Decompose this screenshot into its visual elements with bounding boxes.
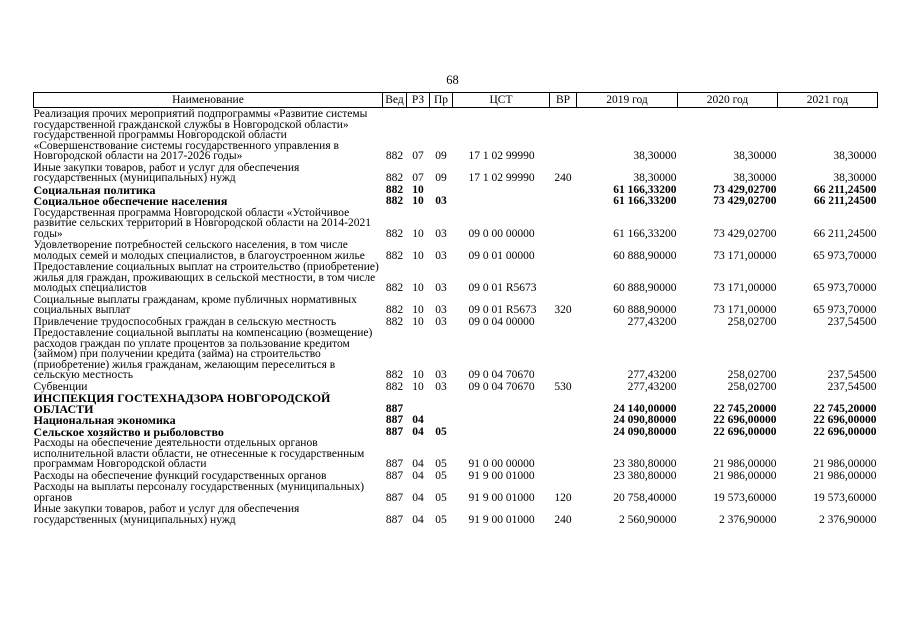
cell-name: Расходы на обеспечение деятельности отдельных органов исполнительной власти области, не отнесенные к государственным программам Новгородской области <box>33 437 365 470</box>
cell-2019: 60 888,90000 <box>613 282 677 294</box>
cell-cst <box>453 392 550 414</box>
table-row <box>34 327 878 381</box>
cell-2021: 21 986,00000 <box>813 458 877 470</box>
cell-cst <box>453 426 550 438</box>
header-2020: 2020 год <box>678 93 778 108</box>
cell-rz: 10 <box>412 380 424 393</box>
cell-name: Удовлетворение потребностей сельского населения, в том числе молодых семей и молодых специалистов, в благоустроенном жилье <box>33 239 365 262</box>
page-number: 68 <box>446 73 459 87</box>
table-row <box>34 207 878 240</box>
table-row <box>34 481 878 503</box>
cell-vr <box>550 392 577 414</box>
cell-rz: 07 <box>412 172 424 184</box>
cell-rz: 10 <box>412 315 424 328</box>
budget-table <box>33 92 878 525</box>
cell-vr: 240 <box>554 172 572 184</box>
cell-ved: 887 <box>385 458 404 470</box>
cell-pr: 03 <box>435 369 447 381</box>
cell-ved: 887 <box>385 513 404 526</box>
cell-name: Социальная политика <box>33 182 156 197</box>
cell-ved: 882 <box>385 183 404 196</box>
cell-name: Субвенции <box>33 380 88 393</box>
header-rz: РЗ <box>407 93 430 108</box>
cell-2020: 258,02700 <box>727 380 777 393</box>
cell-name: Сельское хозяйство и рыболовство <box>33 424 224 439</box>
table-row <box>34 162 878 184</box>
cell-name: Государственная программа Новгородской области «Устойчивое развитие сельских территорий в Новгородской области на 2014-2021 годы» <box>33 206 371 240</box>
cell-pr <box>430 184 453 196</box>
cell-pr: 03 <box>435 227 447 240</box>
cell-2021: 22 696,00000 <box>813 425 877 438</box>
cell-2020: 73 429,02700 <box>713 183 777 196</box>
table-row <box>34 239 878 261</box>
cell-vr: 530 <box>554 380 572 393</box>
cell-rz: 04 <box>412 491 424 504</box>
cell-rz: 10 <box>412 369 424 381</box>
cell-2020: 73 429,02700 <box>713 227 777 240</box>
cell-name: ИНСПЕКЦИЯ ГОСТЕХНАДЗОРА НОВГОРОДСКОЙ ОБЛАСТИ <box>33 391 331 416</box>
cell-rz: 10 <box>412 249 424 262</box>
table-body <box>34 108 878 526</box>
cell-2020: 21 986,00000 <box>713 458 777 470</box>
cell-pr <box>430 414 453 426</box>
cell-ved: 882 <box>385 227 404 240</box>
cell-cst: 09 0 01 00000 <box>468 249 535 262</box>
cell-2021: 237,54500 <box>827 315 877 328</box>
cell-pr <box>430 392 453 414</box>
table-row <box>34 392 878 414</box>
cell-cst: 17 1 02 99990 <box>468 150 535 162</box>
cell-name: Иные закупки товаров, работ и услуг для обеспечения государственных (муниципальных) нужд <box>33 503 300 526</box>
cell-name: Предоставление социальной выплаты на компенсацию (возмещение) расходов граждан по уплате процентов за пользование кредитом (займом) при получении кредита (займа) на строительство (приобретение) жилья гражданам, желающим переселиться в сельскую местность <box>33 327 373 381</box>
cell-ved: 882 <box>385 172 404 184</box>
cell-pr: 03 <box>435 304 447 316</box>
cell-name: Расходы на выплаты персоналу государственных (муниципальных) органов <box>33 481 365 504</box>
cell-ved: 882 <box>385 195 404 207</box>
cell-rz <box>407 392 430 414</box>
cell-pr: 03 <box>435 195 447 207</box>
cell-pr: 09 <box>435 172 447 184</box>
cell-rz: 04 <box>412 414 424 426</box>
cell-vr <box>550 316 577 328</box>
cell-2021: 65 973,70000 <box>813 282 877 294</box>
cell-ved: 882 <box>385 380 404 393</box>
cell-ved: 882 <box>385 150 404 162</box>
table-row <box>34 316 878 328</box>
cell-name: Социальные выплаты гражданам, кроме публичных нормативных социальных выплат <box>33 293 357 316</box>
cell-2021: 21 986,00000 <box>813 469 877 482</box>
header-ved: Вед <box>383 93 407 108</box>
cell-2021: 66 211,24500 <box>813 195 877 207</box>
cell-2021: 237,54500 <box>827 380 877 393</box>
cell-2020: 2 376,90000 <box>719 513 777 526</box>
cell-rz: 04 <box>412 513 424 526</box>
header-name: Наименование <box>34 93 383 108</box>
cell-vr <box>550 327 577 381</box>
cell-2020: 73 171,00000 <box>713 249 777 262</box>
cell-vr: 120 <box>554 491 572 504</box>
cell-name: Социальное обеспечение населения <box>33 194 228 208</box>
cell-pr: 05 <box>435 491 447 504</box>
header-2021: 2021 год <box>778 93 878 108</box>
table-row <box>34 195 878 207</box>
cell-rz: 10 <box>412 227 424 240</box>
table-row <box>34 414 878 426</box>
cell-2019: 20 758,40000 <box>613 491 677 504</box>
cell-rz: 04 <box>412 425 424 438</box>
cell-2019: 60 888,90000 <box>613 304 677 316</box>
cell-cst: 91 9 00 01000 <box>468 491 535 504</box>
cell-rz: 04 <box>412 469 424 482</box>
cell-2021: 66 211,24500 <box>813 227 877 240</box>
cell-ved: 887 <box>385 491 404 504</box>
table-header-row <box>34 93 878 108</box>
header-vr: ВР <box>550 93 577 108</box>
cell-pr: 05 <box>435 458 447 470</box>
cell-2020: 38,30000 <box>733 172 777 184</box>
table-row <box>34 108 878 162</box>
cell-ved: 882 <box>385 369 404 381</box>
cell-rz: 07 <box>412 150 424 162</box>
cell-2020: 19 573,60000 <box>713 491 777 504</box>
cell-2021: 65 973,70000 <box>813 304 877 316</box>
cell-pr: 05 <box>435 425 447 438</box>
cell-2019: 61 166,33200 <box>613 183 677 196</box>
cell-cst: 09 0 01 R5673 <box>468 304 537 316</box>
cell-2020: 22 696,00000 <box>713 414 777 426</box>
header-pr: Пр <box>430 93 453 108</box>
cell-2020: 22 696,00000 <box>713 425 777 438</box>
cell-vr <box>550 239 577 261</box>
cell-2020: 73 171,00000 <box>713 282 777 294</box>
cell-name: Национальная экономика <box>33 413 176 427</box>
cell-2019: 38,30000 <box>633 172 677 184</box>
cell-2019: 24 090,80000 <box>613 414 677 426</box>
cell-cst <box>453 195 550 207</box>
cell-2019: 60 888,90000 <box>613 249 677 262</box>
cell-pr: 05 <box>435 469 447 482</box>
cell-2021: 22 696,00000 <box>813 414 877 426</box>
cell-2020: 21 986,00000 <box>713 469 777 482</box>
cell-2019: 38,30000 <box>633 150 677 162</box>
cell-vr <box>550 207 577 240</box>
table-row <box>34 503 878 525</box>
cell-2019: 61 166,33200 <box>613 195 677 207</box>
cell-2019: 61 166,33200 <box>613 227 677 240</box>
cell-2019: 23 380,80000 <box>613 458 677 470</box>
header-cst: ЦСТ <box>453 93 550 108</box>
cell-pr: 03 <box>435 315 447 328</box>
cell-rz: 10 <box>412 282 424 294</box>
cell-vr <box>550 108 577 162</box>
cell-2019: 2 560,90000 <box>619 513 677 526</box>
cell-vr <box>550 470 577 482</box>
cell-name: Привлечение трудоспособных граждан в сельскую местность <box>33 315 337 328</box>
cell-vr <box>550 426 577 438</box>
cell-cst: 09 0 00 00000 <box>468 227 535 240</box>
cell-vr <box>550 184 577 196</box>
cell-2021: 66 211,24500 <box>813 183 877 196</box>
cell-2021: 38,30000 <box>833 150 877 162</box>
cell-2020: 73 429,02700 <box>713 195 777 207</box>
cell-cst: 17 1 02 99990 <box>468 172 535 184</box>
cell-2020: 258,02700 <box>727 315 777 328</box>
cell-pr: 03 <box>435 380 447 393</box>
cell-2019: 24 090,80000 <box>613 425 677 438</box>
cell-rz: 04 <box>412 458 424 470</box>
cell-name: Предоставление социальных выплат на строительство (приобретение) жилья для граждан, проживающих в сельской местности, в том числе молодых специалистов <box>33 261 379 294</box>
cell-name: Расходы на обеспечение функций государственных органов <box>33 469 327 482</box>
cell-ved: 887 <box>385 469 404 482</box>
cell-rz: 10 <box>412 195 424 207</box>
cell-vr: 320 <box>554 304 572 316</box>
cell-name: Иные закупки товаров, работ и услуг для обеспечения государственных (муниципальных) нужд <box>33 161 300 184</box>
table-row <box>34 437 878 470</box>
cell-vr <box>550 437 577 470</box>
cell-2021: 237,54500 <box>827 369 877 381</box>
cell-2021: 2 376,90000 <box>819 513 877 526</box>
cell-pr: 03 <box>435 282 447 294</box>
table-row <box>34 470 878 482</box>
cell-ved: 882 <box>385 315 404 328</box>
cell-ved: 882 <box>385 304 404 316</box>
cell-2020: 258,02700 <box>727 369 777 381</box>
cell-ved: 887 <box>385 402 404 415</box>
cell-vr <box>550 414 577 426</box>
cell-cst <box>453 414 550 426</box>
cell-cst: 09 0 04 00000 <box>468 315 535 328</box>
cell-2020: 22 745,20000 <box>713 402 777 415</box>
cell-cst: 09 0 04 70670 <box>468 380 535 393</box>
cell-cst: 91 9 00 01000 <box>468 469 535 482</box>
cell-ved: 887 <box>385 425 404 438</box>
header-2019: 2019 год <box>577 93 678 108</box>
cell-rz: 10 <box>412 183 424 196</box>
cell-2019: 277,43200 <box>627 380 677 393</box>
cell-vr <box>550 195 577 207</box>
cell-cst: 91 0 00 00000 <box>468 458 535 470</box>
cell-vr: 240 <box>554 513 572 526</box>
table-row <box>34 294 878 316</box>
cell-pr: 05 <box>435 513 447 526</box>
cell-pr: 03 <box>435 249 447 262</box>
cell-2021: 22 745,20000 <box>813 402 877 415</box>
cell-2021: 19 573,60000 <box>813 491 877 504</box>
cell-2021: 65 973,70000 <box>813 249 877 262</box>
table-row <box>34 426 878 438</box>
cell-ved: 882 <box>385 249 404 262</box>
cell-2019: 277,43200 <box>627 369 677 381</box>
cell-name: Реализация прочих мероприятий подпрограммы «Развитие системы государственной гражданской службы в Новгородской области» государственной программы Новгородской области «Совершенствование системы государственного управления в Новгородской области на 2017-2026 годы» <box>33 108 368 162</box>
cell-2020: 38,30000 <box>733 150 777 162</box>
cell-rz: 10 <box>412 304 424 316</box>
cell-2019: 24 140,00000 <box>613 402 677 415</box>
cell-ved: 887 <box>385 414 404 426</box>
cell-cst: 91 9 00 01000 <box>468 513 535 526</box>
cell-2019: 23 380,80000 <box>613 469 677 482</box>
cell-ved: 882 <box>385 282 404 294</box>
cell-pr: 09 <box>435 150 447 162</box>
cell-vr <box>550 261 577 294</box>
cell-2020: 73 171,00000 <box>713 304 777 316</box>
cell-cst: 09 0 04 70670 <box>468 369 535 381</box>
cell-2019: 277,43200 <box>627 315 677 328</box>
cell-2021: 38,30000 <box>833 172 877 184</box>
table-row <box>34 261 878 294</box>
cell-cst <box>453 184 550 196</box>
cell-cst: 09 0 01 R5673 <box>468 282 537 294</box>
